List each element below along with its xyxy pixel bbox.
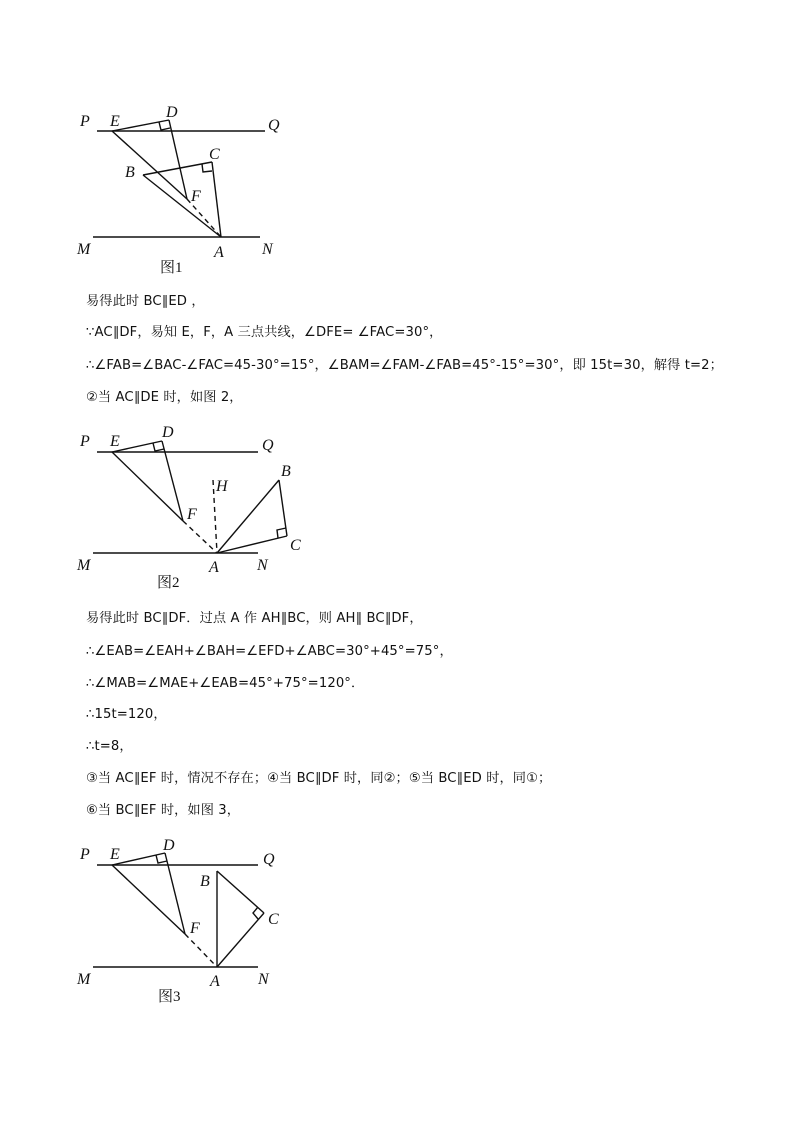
segment-ac [217, 913, 264, 967]
label-a: A [210, 973, 220, 990]
dashed-fa [183, 521, 217, 553]
label-q: Q [268, 117, 280, 134]
label-c: C [268, 911, 279, 928]
segment-df [162, 441, 183, 521]
text-line-11: ⑥当 BC∥EF 时，如图 3， [86, 803, 241, 818]
label-q: Q [263, 851, 275, 868]
label-m: M [77, 241, 91, 258]
right-angle-mark-d [159, 122, 170, 130]
text-line-9: ∴t=8， [86, 739, 133, 754]
dashed-fa [185, 934, 217, 967]
label-a: A [214, 244, 224, 261]
label-e: E [110, 846, 120, 863]
figure-2 [0, 410, 320, 595]
label-p: P [80, 846, 90, 863]
caption-figure-3: 图3 [158, 989, 181, 1005]
segment-ba [143, 175, 221, 237]
segment-df [169, 120, 187, 199]
label-n: N [258, 971, 269, 988]
label-e: E [110, 113, 120, 130]
label-d: D [163, 837, 175, 854]
label-q: Q [262, 437, 274, 454]
text-line-4: ②当 AC∥DE 时，如图 2， [86, 390, 243, 405]
label-m: M [77, 971, 91, 988]
text-line-5: 易得此时 BC∥DF．过点 A 作 AH∥BC，则 AH∥ BC∥DF， [86, 611, 423, 626]
text-line-6: ∴∠EAB=∠EAH+∠BAH=∠EFD+∠ABC=30°+45°=75°， [86, 644, 453, 659]
segment-ef [112, 865, 185, 934]
text-line-7: ∴∠MAB=∠MAE+∠EAB=45°+75°=120°． [86, 676, 365, 691]
caption-figure-1: 图1 [160, 260, 183, 276]
label-c: C [290, 537, 301, 554]
label-d: D [166, 104, 178, 121]
segment-ef [112, 131, 187, 199]
label-m: M [77, 557, 91, 574]
right-angle-mark-c [202, 164, 212, 172]
label-f: F [191, 188, 201, 205]
figure-1-diagram [0, 95, 320, 280]
label-p: P [80, 433, 90, 450]
label-b: B [200, 873, 210, 890]
segment-bc [217, 871, 264, 913]
label-d: D [162, 424, 174, 441]
right-angle-mark-c [253, 907, 258, 919]
text-line-1: 易得此时 BC∥ED ， [86, 294, 205, 309]
text-line-2: ∵AC∥DF，易知 E，F，A 三点共线，∠DFE= ∠FAC=30°， [86, 325, 443, 340]
text-line-8: ∴15t=120， [86, 707, 167, 722]
text-line-3: ∴∠FAB=∠BAC-∠FAC=45-30°=15°，∠BAM=∠FAM-∠FAB=45°-15°=30°，即 15t=30，解得 t=2； [86, 358, 723, 373]
segment-ac [217, 536, 287, 553]
label-p: P [80, 113, 90, 130]
label-e: E [110, 433, 120, 450]
figure-1 [0, 95, 320, 280]
segment-ca [212, 162, 221, 237]
figure-2-diagram [0, 410, 320, 595]
text-line-10: ③当 AC∥EF 时，情况不存在；④当 BC∥DF 时，同②；⑤当 BC∥ED 时，同①； [86, 771, 552, 786]
label-f: F [187, 506, 197, 523]
label-n: N [257, 557, 268, 574]
label-f: F [190, 920, 200, 937]
figure-3 [0, 828, 320, 1013]
segment-ef [112, 452, 183, 521]
label-b: B [125, 164, 135, 181]
label-b: B [281, 463, 291, 480]
label-c: C [209, 146, 220, 163]
label-a: A [209, 559, 219, 576]
figure-3-diagram [0, 828, 320, 1013]
caption-figure-2: 图2 [157, 575, 180, 591]
label-h: H [216, 478, 228, 495]
label-n: N [262, 241, 273, 258]
